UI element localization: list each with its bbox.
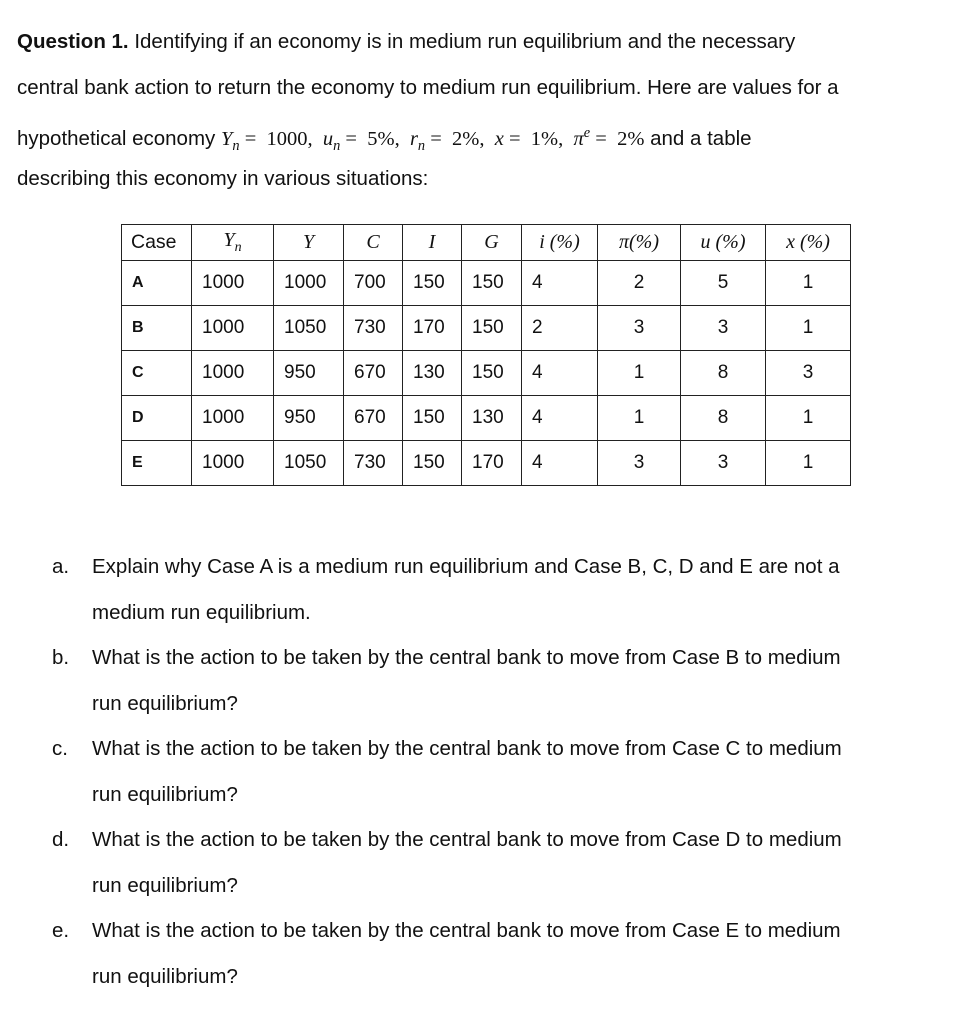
- value-x: 1%: [530, 127, 559, 150]
- table-cell: 730: [344, 306, 403, 351]
- table-cell: 2: [522, 306, 598, 351]
- table-cell: 1: [766, 441, 851, 486]
- table-cell: 3: [598, 441, 681, 486]
- table-cell: 1050: [274, 306, 344, 351]
- item-letter: a.: [52, 555, 70, 578]
- header-Yn: $Y_n$: [192, 225, 274, 261]
- table-cell: 150: [403, 396, 462, 441]
- table-cell: 130: [403, 351, 462, 396]
- table-cell: 4: [522, 396, 598, 441]
- table-row: [122, 261, 851, 306]
- intro-line-4: describing this economy in various situations:: [17, 166, 429, 190]
- header-pi: π(%): [598, 225, 681, 261]
- table-cell: 670: [344, 396, 403, 441]
- intro-line-2: central bank action to return the economy to medium run equilibrium. Here are values for a: [17, 75, 839, 99]
- list-item: [52, 544, 967, 635]
- table-row: [122, 441, 851, 486]
- item-text: What is the action to be taken by the central bank to move from Case B to medium run equilibrium?: [92, 646, 841, 715]
- intro-line-3-lead: hypothetical economy: [17, 126, 221, 150]
- table-cell: 1000: [192, 351, 274, 396]
- table-cell: 670: [344, 351, 403, 396]
- table-cell: 2: [598, 261, 681, 306]
- value-Yn: 1000: [266, 127, 308, 150]
- table-row: [122, 351, 851, 396]
- item-text: What is the action to be taken by the central bank to move from Case E to medium run equilibrium?: [92, 919, 841, 988]
- row-label: A: [122, 261, 192, 306]
- table-cell: 150: [462, 351, 522, 396]
- table-row: [122, 396, 851, 441]
- intro-line-1: [17, 22, 962, 68]
- value-pie: 2%: [617, 127, 645, 150]
- table-cell: 3: [681, 306, 766, 351]
- header-u: u (%): [681, 225, 766, 261]
- table-cell: 150: [403, 441, 462, 486]
- table-cell: 150: [462, 306, 522, 351]
- table-cell: 1000: [192, 396, 274, 441]
- header-x: x (%): [766, 225, 851, 261]
- table-cell: 8: [681, 351, 766, 396]
- intro-line-3: hypothetical economy $Y_n = 1000$, $u_n = 5\%$, $r_n = 2\%$, x = 1%, $\pi^e = 2\%$ and a table: [17, 125, 752, 154]
- intro-line-3-tail: and a table: [644, 126, 752, 150]
- economy-table: [121, 224, 851, 486]
- table-cell: 950: [274, 396, 344, 441]
- table-cell: 3: [766, 351, 851, 396]
- row-label: C: [122, 351, 192, 396]
- table-cell: 1000: [192, 261, 274, 306]
- table-cell: 150: [403, 261, 462, 306]
- table-cell: 1000: [192, 441, 274, 486]
- header-Y: Y: [274, 225, 344, 261]
- table-cell: 1: [766, 306, 851, 351]
- table-cell: 1000: [274, 261, 344, 306]
- table-cell: 730: [344, 441, 403, 486]
- table-row: [122, 306, 851, 351]
- table-header-row: [122, 225, 851, 261]
- question-label: Question 1.: [17, 30, 129, 53]
- item-text: What is the action to be taken by the central bank to move from Case D to medium run equilibrium?: [92, 828, 842, 897]
- table-cell: 1: [598, 396, 681, 441]
- table-cell: 950: [274, 351, 344, 396]
- item-letter: e.: [52, 919, 70, 942]
- item-letter: c.: [52, 737, 68, 760]
- item-text: What is the action to be taken by the central bank to move from Case C to medium run equilibrium?: [92, 737, 842, 806]
- header-G: G: [462, 225, 522, 261]
- table-cell: 5: [681, 261, 766, 306]
- item-text: Explain why Case A is a medium run equilibrium and Case B, C, D and E are not a medium run equilibrium.: [92, 555, 840, 624]
- question-intro: [17, 22, 962, 204]
- table-cell: 170: [403, 306, 462, 351]
- table-cell: 700: [344, 261, 403, 306]
- table-cell: 1: [766, 261, 851, 306]
- table-cell: 1: [766, 396, 851, 441]
- table-cell: 8: [681, 396, 766, 441]
- value-un: 5%: [367, 127, 395, 150]
- header-case: Case: [122, 225, 192, 261]
- table-cell: 1000: [192, 306, 274, 351]
- question-list: [52, 544, 967, 999]
- value-rn: 2%: [452, 127, 480, 150]
- list-item: [52, 726, 967, 817]
- table-cell: 1050: [274, 441, 344, 486]
- list-item: [52, 817, 967, 908]
- table-cell: 130: [462, 396, 522, 441]
- list-item: [52, 635, 967, 726]
- header-i: i (%): [522, 225, 598, 261]
- item-letter: b.: [52, 646, 70, 669]
- item-letter: d.: [52, 828, 70, 851]
- table-cell: 4: [522, 441, 598, 486]
- table-cell: 4: [522, 261, 598, 306]
- table-cell: 4: [522, 351, 598, 396]
- table-cell: 3: [681, 441, 766, 486]
- header-C: C: [344, 225, 403, 261]
- intro-line-1-text: Identifying if an economy is in medium run equilibrium and the necessary: [128, 30, 796, 53]
- row-label: D: [122, 396, 192, 441]
- table-cell: 1: [598, 351, 681, 396]
- table-cell: 170: [462, 441, 522, 486]
- row-label: E: [122, 441, 192, 486]
- header-I: I: [403, 225, 462, 261]
- list-item: [52, 908, 967, 999]
- row-label: B: [122, 306, 192, 351]
- table-cell: 150: [462, 261, 522, 306]
- table-cell: 3: [598, 306, 681, 351]
